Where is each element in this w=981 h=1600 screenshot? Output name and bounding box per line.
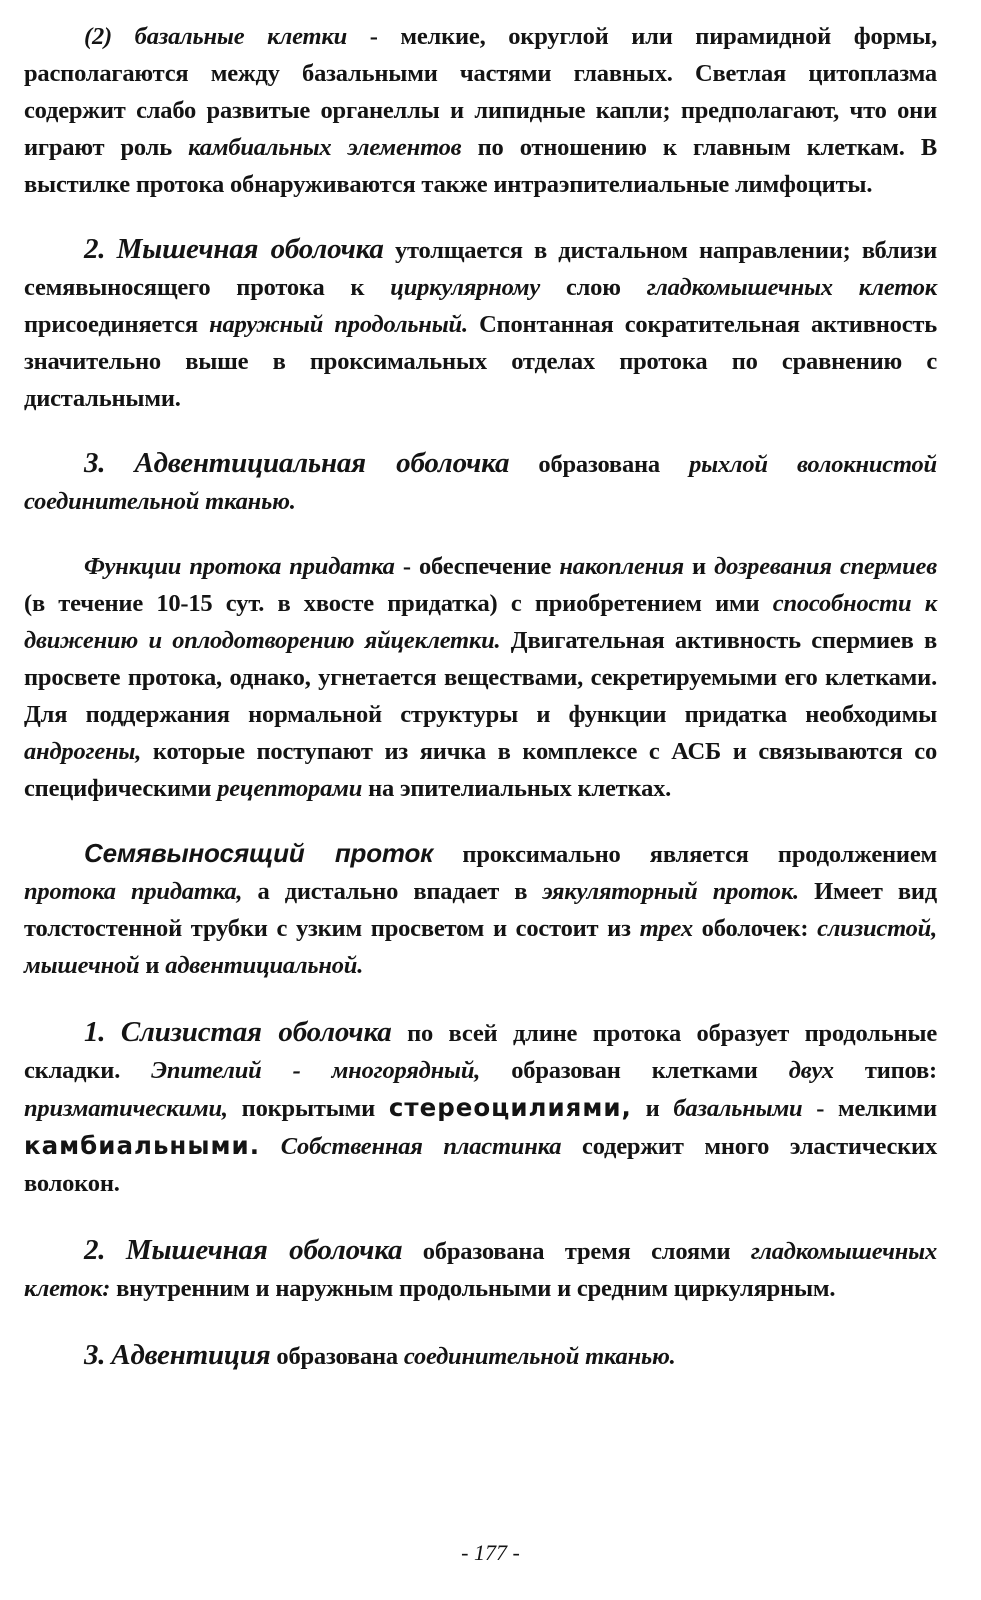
term: слизистой, мышечной (24, 915, 938, 979)
term: способности к движению и оплодотворению яйцеклетки. (24, 590, 938, 654)
text: образована тремя слоями (402, 1238, 751, 1265)
term: камбиальных элементов (188, 134, 462, 161)
text: утолщается в дистальном направлении; вблизи семявыносящего протока к (24, 237, 938, 301)
text: и (631, 1095, 674, 1122)
text: Спонтанная сократительная активность значительно выше в проксимальных отделах протока по сравнению с дистальными. (24, 311, 937, 412)
page-number: - 177 - (461, 1540, 520, 1565)
text: образована (509, 451, 690, 478)
paragraph-muscular-coat (24, 231, 937, 417)
term: трех (639, 915, 693, 942)
text: Имеет вид толстостенной трубки с узким просветом и состоит из (24, 878, 937, 942)
paragraph-vas-deferens (24, 835, 937, 984)
term: соединительной тканью. (403, 1343, 676, 1370)
paragraph-functions (24, 548, 937, 807)
section-heading: Адвентиция (111, 1339, 271, 1371)
text: - обеспечение (394, 553, 560, 580)
text: (в течение 10-15 сут. в хвосте придатка) с приобретением ими (24, 590, 773, 617)
term: гладкомышечных клеток: (24, 1238, 937, 1302)
text: на эпителиальных клетках. (362, 775, 672, 802)
text: типов: (833, 1057, 937, 1084)
paragraph-adventitia (24, 1337, 937, 1375)
text: образована (270, 1343, 404, 1370)
text: - мелкими (802, 1095, 937, 1122)
text: Двигательная активность спермиев в просвете протока, однако, угнетается веществами, секретируемыми его клетками. Для поддержания нормальной структуры и функции придатка необходимы (24, 627, 937, 728)
term: адвентициальной. (165, 952, 364, 979)
section-heading: Мышечная оболочка (116, 233, 384, 265)
term: накопления (559, 553, 684, 580)
text: образован клетками (480, 1057, 789, 1084)
term: андрогены, (24, 738, 142, 765)
section-number: 3. (84, 447, 106, 479)
term: наружный продольный. (209, 311, 468, 338)
paragraph-mucous-coat (24, 1014, 937, 1202)
term: рыхлой волокнистой соединительной тканью. (24, 451, 937, 515)
term: стереоцилиями, (388, 1093, 632, 1122)
text: оболочек: (692, 915, 818, 942)
term: двух (788, 1057, 834, 1084)
term: циркулярному (390, 274, 541, 301)
term: базальными (673, 1095, 803, 1122)
text: и (139, 952, 166, 979)
paragraph-adventitial-coat (24, 445, 937, 520)
term-basal-cells: (2) базальные клетки (84, 23, 348, 50)
text: по отношению к главным клеткам. В выстилке протока обнаруживаются также интраэпителиальные лимфоциты. (24, 134, 938, 198)
section-heading: Мышечная оболочка (125, 1234, 403, 1266)
section-number: 1. (84, 1016, 106, 1048)
section-heading: Функции протока придатка (84, 553, 395, 580)
text: и (683, 553, 715, 580)
text: по всей длине протока образует продольные складки. (24, 1020, 937, 1084)
text: а дистально впадает в (242, 878, 543, 905)
text: присоединяется (24, 311, 210, 338)
text (260, 1133, 281, 1160)
text: которые поступают из яичка в комплексе с АСБ и связываются со специфическими (24, 738, 937, 802)
term: эякуляторный проток. (542, 878, 799, 905)
section-heading: Семявыносящий проток (84, 838, 434, 868)
section-number: 3. (84, 1339, 106, 1371)
section-heading: Адвентициальная оболочка (134, 447, 510, 479)
text: - мелкие, округлой или пирамидной формы, располагаются между базальными частями главных. Светлая цитоплазма содержит слабо развитые органеллы и липидные капли; предполагают, что они играют роль (24, 23, 937, 161)
section-heading: Слизистая оболочка (120, 1016, 392, 1048)
section-number: 2. (84, 1234, 106, 1266)
text: проксимально является продолжением (433, 841, 937, 868)
term: камбиальными. (24, 1131, 261, 1160)
text: внутренним и наружным продольными и средним циркулярным. (110, 1275, 836, 1302)
term: гладкомышечных клеток (646, 274, 937, 301)
term: Собственная пластинка (280, 1133, 562, 1160)
paragraph-basal-cells (24, 18, 937, 203)
text: слою (540, 274, 647, 301)
paragraph-vas-muscular-coat (24, 1232, 937, 1307)
section-number: 2. (84, 233, 106, 265)
term: протока придатка, (24, 878, 243, 905)
text: покрытыми (227, 1095, 389, 1122)
term: призматическими, (24, 1095, 228, 1122)
term: Эпителий - многорядный, (151, 1057, 481, 1084)
term: рецепторами (217, 775, 363, 802)
term: дозревания спермиев (714, 553, 937, 580)
text: содержит много эластических волокон. (24, 1133, 938, 1197)
